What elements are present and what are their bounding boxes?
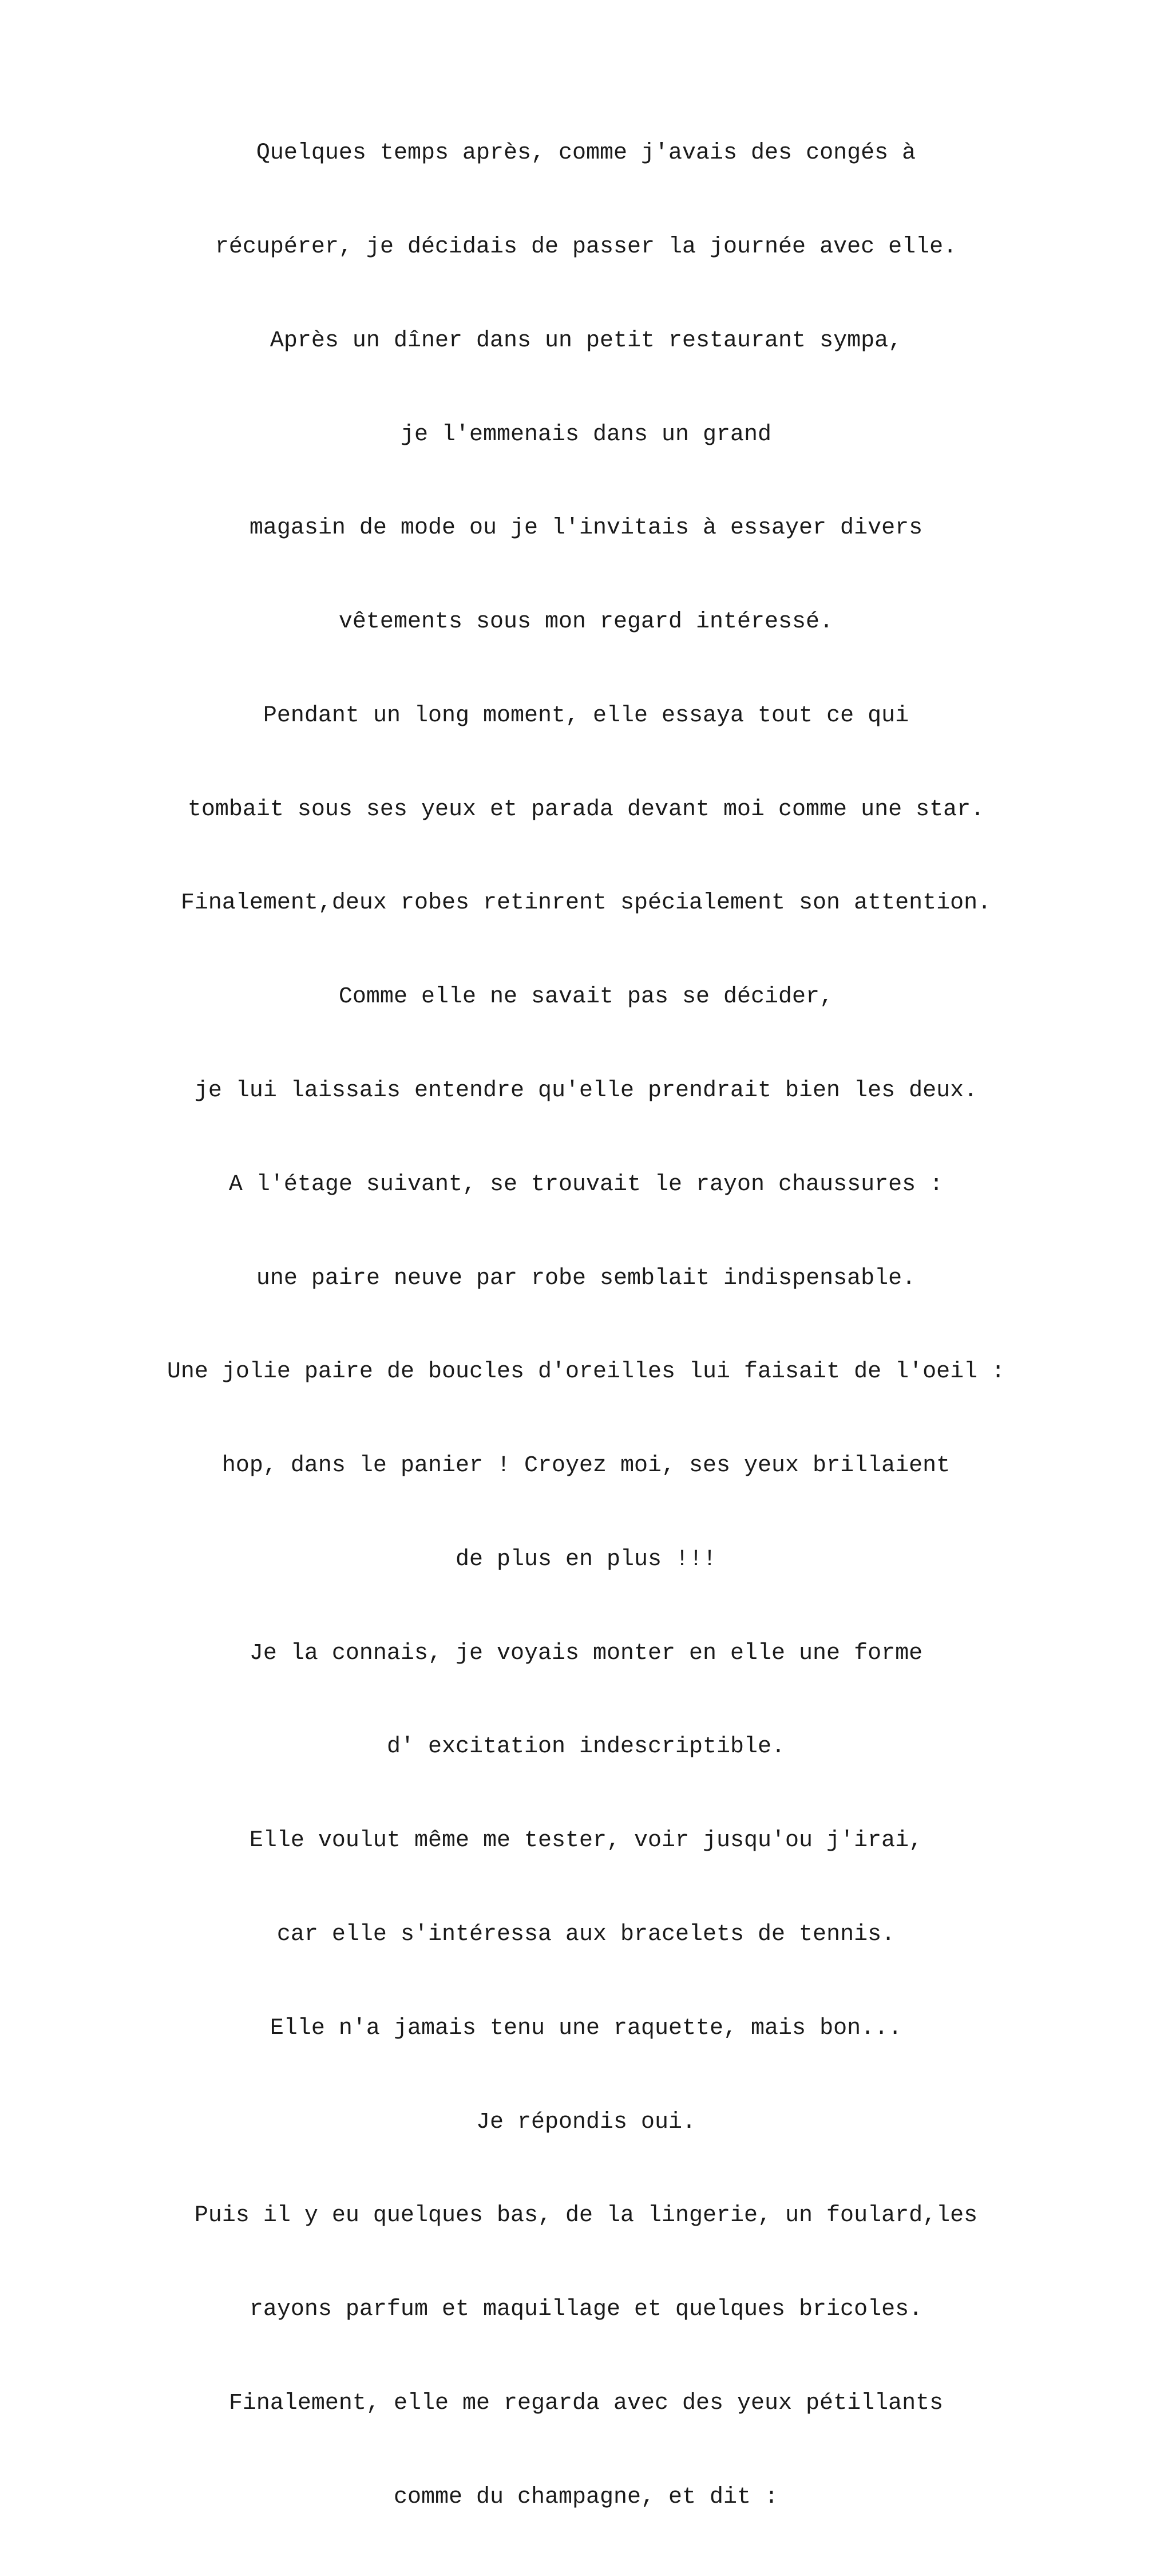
text-line: Elle voulut même me tester, voir jusqu'ou j'irai, [249,1828,923,1854]
text-line: Après un dîner dans un petit restaurant sympa, [270,327,902,354]
text-line: rayons parfum et maquillage et quelques bricoles. [249,2297,923,2323]
text-line: tombait sous ses yeux et parada devant moi comme une star. [187,796,985,823]
story-text [0,76,1172,2576]
text-line: je lui laissais entendre qu'elle prendrait bien les deux. [194,1078,978,1104]
text-line: je l'emmenais dans un grand [400,421,772,448]
text-line: Pendant un long moment, elle essaya tout ce qui [263,702,909,729]
text-line: hop, dans le panier ! Croyez moi, ses yeux brillaient [221,1453,951,1479]
text-line: Finalement, elle me regarda avec des yeux pétillants [228,2390,944,2416]
text-line: comme du champagne, et dit : [393,2484,779,2510]
text-line: Je la connais, je voyais monter en elle une forme [249,1640,923,1666]
text-line: récupérer, je décidais de passer la journée avec elle. [215,234,957,260]
text-line: une paire neuve par robe semblait indispensable. [256,1265,916,1291]
text-line: Je répondis oui. [476,2109,696,2135]
text-line: Elle n'a jamais tenu une raquette, mais bon... [270,2015,902,2041]
text-line: Comme elle ne savait pas se décider, [338,984,834,1010]
text-line: Quelques temps après, comme j'avais des congés à [256,140,916,167]
text-line: Puis il y eu quelques bas, de la lingerie, un foulard,les [194,2203,978,2229]
text-line: magasin de mode ou je l'invitais à essayer divers [249,515,923,542]
text-line: d' excitation indescriptible. [386,1734,786,1760]
text-line: vêtements sous mon regard intéressé. [338,609,834,635]
text-line: car elle s'intéressa aux bracelets de tennis. [276,1922,896,1948]
text-line: Finalement,deux robes retinrent spécialement son attention. [180,890,992,916]
text-line: Une jolie paire de boucles d'oreilles lui faisait de l'oeil : [167,1359,1005,1385]
text-line: de plus en plus !!! [455,1546,717,1573]
text-line: A l'étage suivant, se trouvait le rayon chaussures : [228,1171,944,1198]
